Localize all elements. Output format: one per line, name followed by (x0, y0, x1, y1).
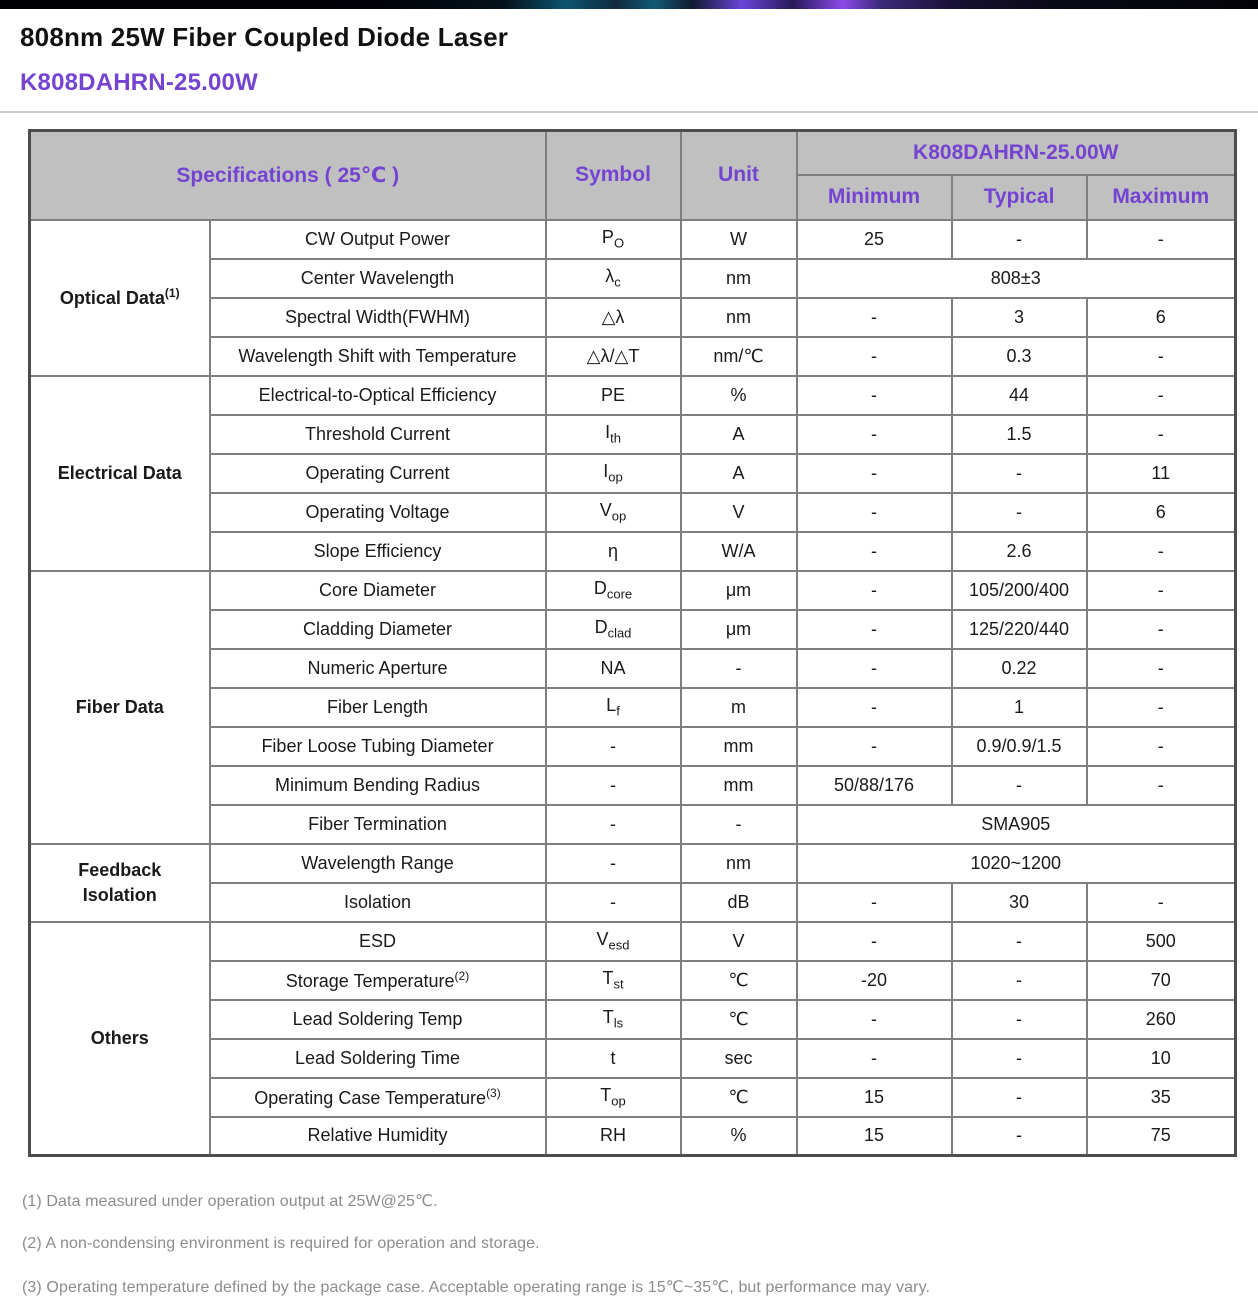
unit-cell: V (681, 493, 797, 532)
merged-value-cell: 1020~1200 (797, 844, 1236, 883)
symbol-cell: $L_f$ (546, 688, 681, 727)
unit-cell: μm (681, 571, 797, 610)
header-maximum: Maximum (1087, 175, 1236, 220)
typ-cell: 0.9/0.9/1.5 (952, 727, 1087, 766)
spec-name-cell: ESD (210, 922, 546, 961)
spec-name-cell: Lead Soldering Temp (210, 1000, 546, 1039)
min-cell: - (797, 1000, 952, 1039)
spec-row (30, 766, 1236, 805)
footnote-2: (2) A non-condensing environment is required for operation and storage. (22, 1235, 540, 1252)
spec-name-cell: Storage Temperature$^{(2)}$ (210, 961, 546, 1000)
typ-cell: - (952, 1078, 1087, 1117)
table-header (30, 131, 1236, 220)
unit-cell: dB (681, 883, 797, 922)
spec-name-cell: Slope Efficiency (210, 532, 546, 571)
spec-name-cell: Core Diameter (210, 571, 546, 610)
spec-row (30, 415, 1236, 454)
typ-cell: 105/200/400 (952, 571, 1087, 610)
symbol-cell: △λ (546, 298, 681, 337)
min-cell: - (797, 727, 952, 766)
typ-cell: 2.6 (952, 532, 1087, 571)
typ-cell: - (952, 493, 1087, 532)
spec-row (30, 454, 1236, 493)
unit-cell: A (681, 415, 797, 454)
header-typical: Typical (952, 175, 1087, 220)
unit-cell: W (681, 220, 797, 259)
min-cell: - (797, 493, 952, 532)
spec-row (30, 220, 1236, 259)
max-cell: - (1087, 376, 1236, 415)
unit-cell: mm (681, 727, 797, 766)
spec-name-cell: Operating Current (210, 454, 546, 493)
spec-name-cell: Operating Voltage (210, 493, 546, 532)
merged-value-cell: 808±3 (797, 259, 1236, 298)
max-cell: - (1087, 571, 1236, 610)
typ-cell: 0.22 (952, 649, 1087, 688)
spec-name-cell: Threshold Current (210, 415, 546, 454)
max-cell: 6 (1087, 298, 1236, 337)
spec-name-cell: CW Output Power (210, 220, 546, 259)
unit-cell: μm (681, 610, 797, 649)
header-specifications: Specifications ( 25℃ ) (30, 131, 546, 220)
unit-cell: - (681, 805, 797, 844)
footnote-1: (1) Data measured under operation output at 25W@25℃. (22, 1193, 438, 1210)
unit-cell: - (681, 649, 797, 688)
spec-row (30, 493, 1236, 532)
min-cell: - (797, 532, 952, 571)
spec-row (30, 337, 1236, 376)
spec-row (30, 298, 1236, 337)
spec-row (30, 727, 1236, 766)
unit-cell: V (681, 922, 797, 961)
typ-cell: 30 (952, 883, 1087, 922)
typ-cell: 3 (952, 298, 1087, 337)
min-cell: 25 (797, 220, 952, 259)
max-cell: - (1087, 727, 1236, 766)
symbol-cell: $D_{core}$ (546, 571, 681, 610)
header-symbol: Symbol (546, 131, 681, 220)
typ-cell: 44 (952, 376, 1087, 415)
divider-rule (0, 111, 1258, 113)
spec-name-cell: Minimum Bending Radius (210, 766, 546, 805)
spec-name-cell: Relative Humidity (210, 1117, 546, 1156)
spec-name-cell: Wavelength Shift with Temperature (210, 337, 546, 376)
symbol-cell: $\lambda_c$ (546, 259, 681, 298)
spec-row (30, 649, 1236, 688)
spec-name-cell: Wavelength Range (210, 844, 546, 883)
specifications-table (28, 129, 1237, 1157)
spec-name-cell: Spectral Width(FWHM) (210, 298, 546, 337)
min-cell: - (797, 1039, 952, 1078)
spec-row (30, 1000, 1236, 1039)
symbol-cell: - (546, 766, 681, 805)
max-cell: 70 (1087, 961, 1236, 1000)
symbol-cell: NA (546, 649, 681, 688)
header-unit: Unit (681, 131, 797, 220)
max-cell: - (1087, 883, 1236, 922)
spec-name-cell: Fiber Termination (210, 805, 546, 844)
unit-cell: nm (681, 259, 797, 298)
spec-row (30, 259, 1236, 298)
symbol-cell: - (546, 805, 681, 844)
spec-row (30, 961, 1236, 1000)
unit-cell: ℃ (681, 1000, 797, 1039)
spec-row (30, 1078, 1236, 1117)
symbol-cell: $T_{st}$ (546, 961, 681, 1000)
max-cell: - (1087, 532, 1236, 571)
symbol-cell: $V_{op}$ (546, 493, 681, 532)
max-cell: - (1087, 649, 1236, 688)
unit-cell: sec (681, 1039, 797, 1078)
symbol-cell: $T_{op}$ (546, 1078, 681, 1117)
symbol-cell: $I_{op}$ (546, 454, 681, 493)
typ-cell: - (952, 922, 1087, 961)
min-cell: -20 (797, 961, 952, 1000)
symbol-cell: - (546, 727, 681, 766)
footnote-3: (3) Operating temperature defined by the package case. Acceptable operating range is 15℃~35℃, but performance may vary. (22, 1279, 931, 1296)
symbol-cell: $V_{esd}$ (546, 922, 681, 961)
max-cell: 75 (1087, 1117, 1236, 1156)
category-cell: Feedback Isolation (30, 844, 210, 922)
max-cell: - (1087, 610, 1236, 649)
unit-cell: W/A (681, 532, 797, 571)
spec-row (30, 610, 1236, 649)
typ-cell: - (952, 766, 1087, 805)
symbol-cell: $D_{clad}$ (546, 610, 681, 649)
min-cell: - (797, 883, 952, 922)
spec-row (30, 532, 1236, 571)
symbol-cell: t (546, 1039, 681, 1078)
spec-table-body (30, 220, 1236, 1156)
footnotes (22, 1191, 1258, 1297)
spec-name-cell: Electrical-to-Optical Efficiency (210, 376, 546, 415)
spec-name-cell: Operating Case Temperature$^{(3)}$ (210, 1078, 546, 1117)
typ-cell: - (952, 454, 1087, 493)
max-cell: - (1087, 766, 1236, 805)
page-title: 808nm 25W Fiber Coupled Diode Laser (20, 22, 509, 52)
symbol-cell: △λ/△T (546, 337, 681, 376)
min-cell: - (797, 610, 952, 649)
spec-name-cell: Fiber Length (210, 688, 546, 727)
spec-row (30, 376, 1236, 415)
spec-name-cell: Cladding Diameter (210, 610, 546, 649)
merged-value-cell: SMA905 (797, 805, 1236, 844)
category-cell: Optical Data$^{(1)}$ (30, 220, 210, 376)
max-cell: 11 (1087, 454, 1236, 493)
max-cell: - (1087, 337, 1236, 376)
min-cell: - (797, 922, 952, 961)
model-number-title: K808DAHRN-25.00W (20, 69, 258, 96)
symbol-cell: PE (546, 376, 681, 415)
min-cell: - (797, 298, 952, 337)
typ-cell: - (952, 1000, 1087, 1039)
min-cell: 15 (797, 1078, 952, 1117)
unit-cell: ℃ (681, 961, 797, 1000)
spec-row (30, 844, 1236, 883)
max-cell: 500 (1087, 922, 1236, 961)
min-cell: - (797, 571, 952, 610)
spec-row (30, 883, 1236, 922)
unit-cell: m (681, 688, 797, 727)
min-cell: - (797, 688, 952, 727)
typ-cell: - (952, 1039, 1087, 1078)
symbol-cell: RH (546, 1117, 681, 1156)
spec-row (30, 1039, 1236, 1078)
spec-name-cell: Center Wavelength (210, 259, 546, 298)
max-cell: 6 (1087, 493, 1236, 532)
typ-cell: - (952, 1117, 1087, 1156)
unit-cell: mm (681, 766, 797, 805)
category-cell: Fiber Data (30, 571, 210, 844)
symbol-cell: $T_{ls}$ (546, 1000, 681, 1039)
typ-cell: 125/220/440 (952, 610, 1087, 649)
spec-name-cell: Isolation (210, 883, 546, 922)
symbol-cell: $P_O$ (546, 220, 681, 259)
symbol-cell: - (546, 844, 681, 883)
unit-cell: % (681, 376, 797, 415)
typ-cell: 0.3 (952, 337, 1087, 376)
symbol-cell: η (546, 532, 681, 571)
max-cell: - (1087, 688, 1236, 727)
min-cell: - (797, 376, 952, 415)
max-cell: 10 (1087, 1039, 1236, 1078)
min-cell: - (797, 649, 952, 688)
max-cell: - (1087, 220, 1236, 259)
unit-cell: nm (681, 298, 797, 337)
max-cell: - (1087, 415, 1236, 454)
min-cell: - (797, 337, 952, 376)
max-cell: 35 (1087, 1078, 1236, 1117)
spec-name-cell: Lead Soldering Time (210, 1039, 546, 1078)
typ-cell: - (952, 220, 1087, 259)
typ-cell: 1 (952, 688, 1087, 727)
min-cell: - (797, 415, 952, 454)
unit-cell: % (681, 1117, 797, 1156)
spec-row (30, 1117, 1236, 1156)
header-minimum: Minimum (797, 175, 952, 220)
spec-name-cell: Numeric Aperture (210, 649, 546, 688)
category-cell: Others (30, 922, 210, 1156)
typ-cell: - (952, 961, 1087, 1000)
min-cell: - (797, 454, 952, 493)
spec-row (30, 805, 1236, 844)
header-model: K808DAHRN-25.00W (797, 131, 1236, 175)
category-cell: Electrical Data (30, 376, 210, 571)
spec-row (30, 688, 1236, 727)
symbol-cell: - (546, 883, 681, 922)
spec-row (30, 922, 1236, 961)
typ-cell: 1.5 (952, 415, 1087, 454)
banner-strip-image (0, 0, 1258, 9)
max-cell: 260 (1087, 1000, 1236, 1039)
symbol-cell: $I_{th}$ (546, 415, 681, 454)
unit-cell: ℃ (681, 1078, 797, 1117)
unit-cell: nm (681, 844, 797, 883)
unit-cell: A (681, 454, 797, 493)
spec-row (30, 571, 1236, 610)
unit-cell: nm/℃ (681, 337, 797, 376)
min-cell: 50/88/176 (797, 766, 952, 805)
spec-name-cell: Fiber Loose Tubing Diameter (210, 727, 546, 766)
min-cell: 15 (797, 1117, 952, 1156)
